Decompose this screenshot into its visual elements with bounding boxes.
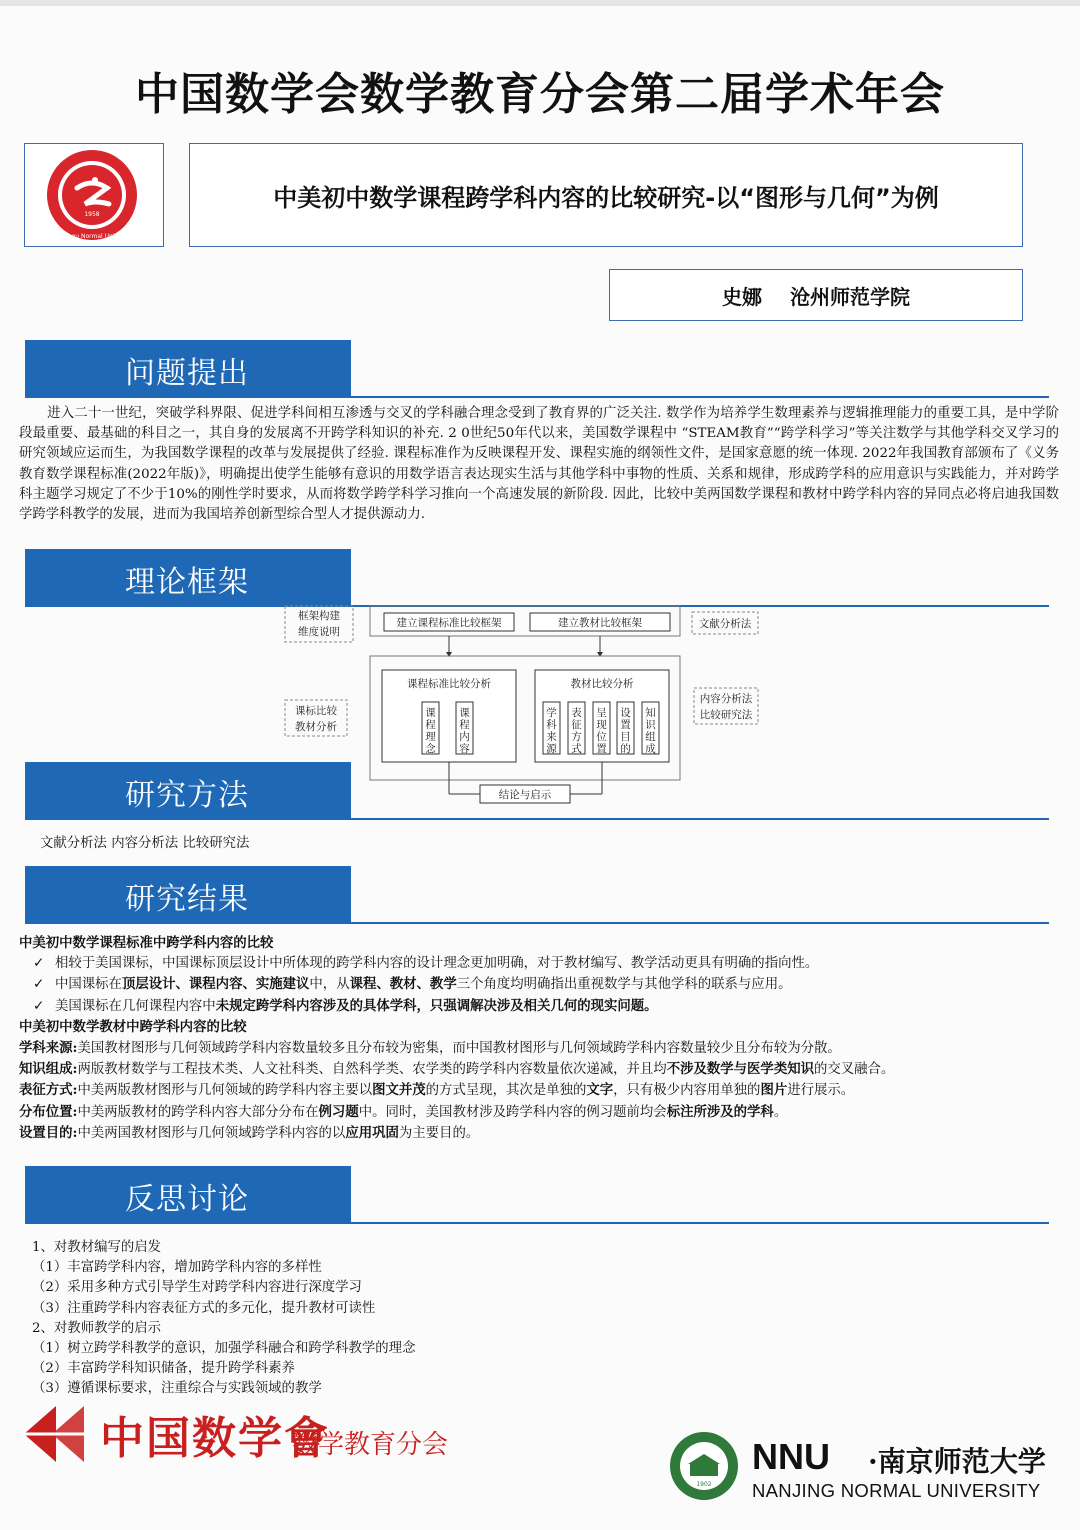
results-heading-2: 中美初中数学教材中跨学科内容的比较 xyxy=(19,1018,247,1035)
right-column-nodes xyxy=(543,702,659,755)
svg-text:目: 目 xyxy=(620,731,631,743)
node-top-right-label: 建立教材比较框架 xyxy=(558,617,642,629)
intro-paragraph xyxy=(19,404,1059,525)
node-bottom-label: 结论与启示 xyxy=(498,789,552,801)
svg-text:置: 置 xyxy=(620,719,631,731)
note-right-2-a: 内容分析法 xyxy=(699,693,753,705)
nnu-seal-year: 1902 xyxy=(696,1481,712,1488)
top-bar xyxy=(0,0,1080,6)
section-title-results: 研究结果 xyxy=(125,882,249,917)
reflection-item: 2、对教师教学的启示 xyxy=(32,1320,162,1336)
reflection-item: （2）丰富跨学科知识储备，提升跨学科素养 xyxy=(32,1361,295,1377)
check-icon: ✓ xyxy=(33,998,45,1014)
svg-text:式: 式 xyxy=(571,743,582,755)
logo-year: 1958 xyxy=(84,211,100,218)
svg-text:呈: 呈 xyxy=(596,707,607,719)
cangzhou-logo-icon xyxy=(25,144,163,246)
section-title-reflection: 反思讨论 xyxy=(125,1182,249,1217)
author-name: 史娜 xyxy=(722,284,762,309)
check-icon: ✓ xyxy=(33,956,45,972)
framework-diagram xyxy=(280,600,780,810)
svg-text:现: 现 xyxy=(596,719,607,731)
svg-text:置: 置 xyxy=(596,743,607,755)
svg-text:方: 方 xyxy=(571,731,582,743)
svg-text:识: 识 xyxy=(645,719,656,731)
nnu-chinese-name: ·南京师范大学 xyxy=(868,1445,1046,1478)
nnu-abbr: NNU xyxy=(752,1436,830,1477)
section-divider xyxy=(25,396,1049,398)
svg-text:源: 源 xyxy=(546,743,557,755)
svg-text:学: 学 xyxy=(546,707,557,719)
cms-name: 中国数学會 xyxy=(100,1413,330,1464)
author-box xyxy=(609,269,1023,321)
svg-text:表: 表 xyxy=(571,707,582,719)
section-divider xyxy=(25,922,1049,924)
intro-text: 进入二十一世纪，突破学科界限、促进学科间相互渗透与交叉的学科融合理念受到了教育界的广泛关注. 数学作为培养学生数理素养与逻辑推理能力的重要工具，是中学阶段最重要、最基础的科目之一，其自身的发展离不开跨学科知识的补充. 2 0世纪50年代以来，美国数学课程中 “STEAM教育”“跨学科学习”等关注数学与其他学科交叉学习的研究领域应运而生，为我国数学课程的改革与发展提供了经验. 课程标准作为反映课程开发、课程实施的纲领性文件，是国家意愿的统一体现. 2022年我国教育部颁布了《义务教育数学课程标准(2022年版)》，明确提出使学生能够有意识的用数学语言表达现实生活与其他学科中事物的性质、关系和规律，形成跨学科的应用意识与实践能力，并对跨学科主题学习规定了不少于10%的刚性学时要求，从而将数学跨学科学习推向一个高速发展的新阶段. 因此，比较中美两国数学课程和教材中跨学科内容的异同点必将启迪我国数学跨学科教学的发展，进而为我国培养创新型综合型人才提供源动力. xyxy=(19,406,1059,523)
section-header-results xyxy=(25,866,351,924)
col-ll-1: 课 xyxy=(425,707,436,719)
section-header-problem xyxy=(25,340,351,398)
node-top-left-label: 建立课程标准比较框架 xyxy=(396,617,502,629)
paper-title: 中美初中数学课程跨学科内容的比较研究-以“图形与几何”为例 xyxy=(273,183,939,212)
svg-text:内: 内 xyxy=(459,731,470,743)
svg-text:理: 理 xyxy=(425,731,436,743)
section-title-framework: 理论框架 xyxy=(125,565,249,600)
reflection-list xyxy=(32,1238,732,1400)
section-divider xyxy=(25,1222,1049,1224)
svg-text:位: 位 xyxy=(596,731,607,743)
svg-text:科: 科 xyxy=(546,719,557,731)
svg-text:容: 容 xyxy=(459,743,470,755)
svg-text:来: 来 xyxy=(546,731,557,743)
note-left-2-b: 教材分析 xyxy=(295,721,337,733)
results-block: 中美初中数学课程标准中跨学科内容的比较 ✓ 相较于美国课标，中国课标顶层设计中所体现的跨学科内容的设计理念更加明确，对于教材编写、教学活动更具有明确的指向性。 ✓ 中国课标在顶层设计、课程内容、实施建议中，从课程、教材、教学三个角度均明确指出重视数学与其他学科的联系与应用。 ✓ 美国课标在几何课程内容中未规定跨学科内容涉及的具体学科，只强调解决涉及相关几何的现实问题。 中美初中数学教材中跨学科内容的比较 学科来源:美国教材图形与几何领域跨学科内容数量较多且分布较为密集，而中国教材图形与几何领域跨学科内容数量较少且分布较为分散。 知识组成:两版教材数学与工程技术类、人文社科类、自然科学类、农学类的跨学科内容数量依次递减，并且均不涉及数学与医学类知识的交叉融合。 表征方式:中美两版教材图形与几何领域的跨学科内容主要以图文并茂的方式呈现，其次是单独的文字，只有极少内容用单独的图片进行展示。 分布位置:中美两版教材的跨学科内容大部分分布在例习题中。同时，美国教材涉及跨学科内容的例习题前均会标注所涉及的学科。 设置目的:中美两国教材图形与几何领域跨学科内容的以应用巩固为主要目的。 xyxy=(19,935,895,1141)
cms-logo-icon xyxy=(22,1404,88,1464)
note-right-1-label: 文献分析法 xyxy=(698,618,752,630)
results-bullet-1: 相较于美国课标，中国课标顶层设计中所体现的跨学科内容的设计理念更加明确，对于教材编写、教学活动更具有明确的指向性。 xyxy=(55,956,819,972)
section-title-problem: 问题提出 xyxy=(125,356,249,391)
paper-title-box xyxy=(189,143,1023,247)
note-right-2-b: 比较研究法 xyxy=(699,709,753,721)
col-ll-2: 课 xyxy=(459,707,470,719)
author-affiliation: 沧州师范学院 xyxy=(790,284,910,309)
svg-text:征: 征 xyxy=(571,719,582,731)
note-left-1-b: 维度说明 xyxy=(298,626,340,638)
nnu-seal-icon xyxy=(668,1430,740,1502)
svg-text:成: 成 xyxy=(645,743,656,755)
conference-title: 中国数学会数学教育分会第二届学术年会 xyxy=(135,69,945,120)
svg-text:设: 设 xyxy=(620,707,631,719)
svg-text:的: 的 xyxy=(620,743,631,755)
methods-text: 文献分析法 内容分析法 比较研究法 xyxy=(40,836,250,851)
reflection-item: （1）树立跨学科教学的意识，加强学科融合和跨学科教学的理念 xyxy=(32,1341,416,1357)
reflection-item: （3）遵循课标要求，注重综合与实践领域的教学 xyxy=(32,1381,322,1397)
section-header-framework xyxy=(25,549,351,607)
svg-text:程: 程 xyxy=(459,719,470,731)
section-title-methods: 研究方法 xyxy=(125,778,249,813)
svg-text:程: 程 xyxy=(425,719,436,731)
reflection-item: （2）采用多种方式引导学生对跨学科内容进行深度学习 xyxy=(32,1280,362,1296)
note-left-1-a: 框架构建 xyxy=(298,610,340,622)
node-mid-left-label: 课程标准比较分析 xyxy=(407,678,491,690)
logo-university-text: Cangzhou Normal University xyxy=(49,233,135,240)
nnu-english-name: NANJING NORMAL UNIVERSITY xyxy=(752,1480,1041,1501)
svg-text:知: 知 xyxy=(645,707,656,719)
note-left-2-a: 课标比较 xyxy=(295,705,337,717)
node-mid-right-label: 教材比较分析 xyxy=(570,678,634,690)
cms-branch: 数学教育分会 xyxy=(292,1430,449,1460)
section-header-reflection xyxy=(25,1166,351,1224)
check-icon: ✓ xyxy=(33,977,45,993)
section-divider xyxy=(25,818,1049,820)
svg-text:组: 组 xyxy=(645,731,656,743)
section-header-methods xyxy=(25,762,351,820)
results-heading-1: 中美初中数学课程标准中跨学科内容的比较 xyxy=(19,935,274,951)
reflection-item: 1、对教材编写的启发 xyxy=(32,1240,162,1255)
svg-text:念: 念 xyxy=(425,743,436,755)
reflection-item: （1）丰富跨学科内容，增加跨学科内容的多样性 xyxy=(32,1260,322,1276)
reflection-item: （3）注重跨学科内容表征方式的多元化，提升教材可读性 xyxy=(32,1300,376,1316)
university-logo-box xyxy=(24,143,164,247)
